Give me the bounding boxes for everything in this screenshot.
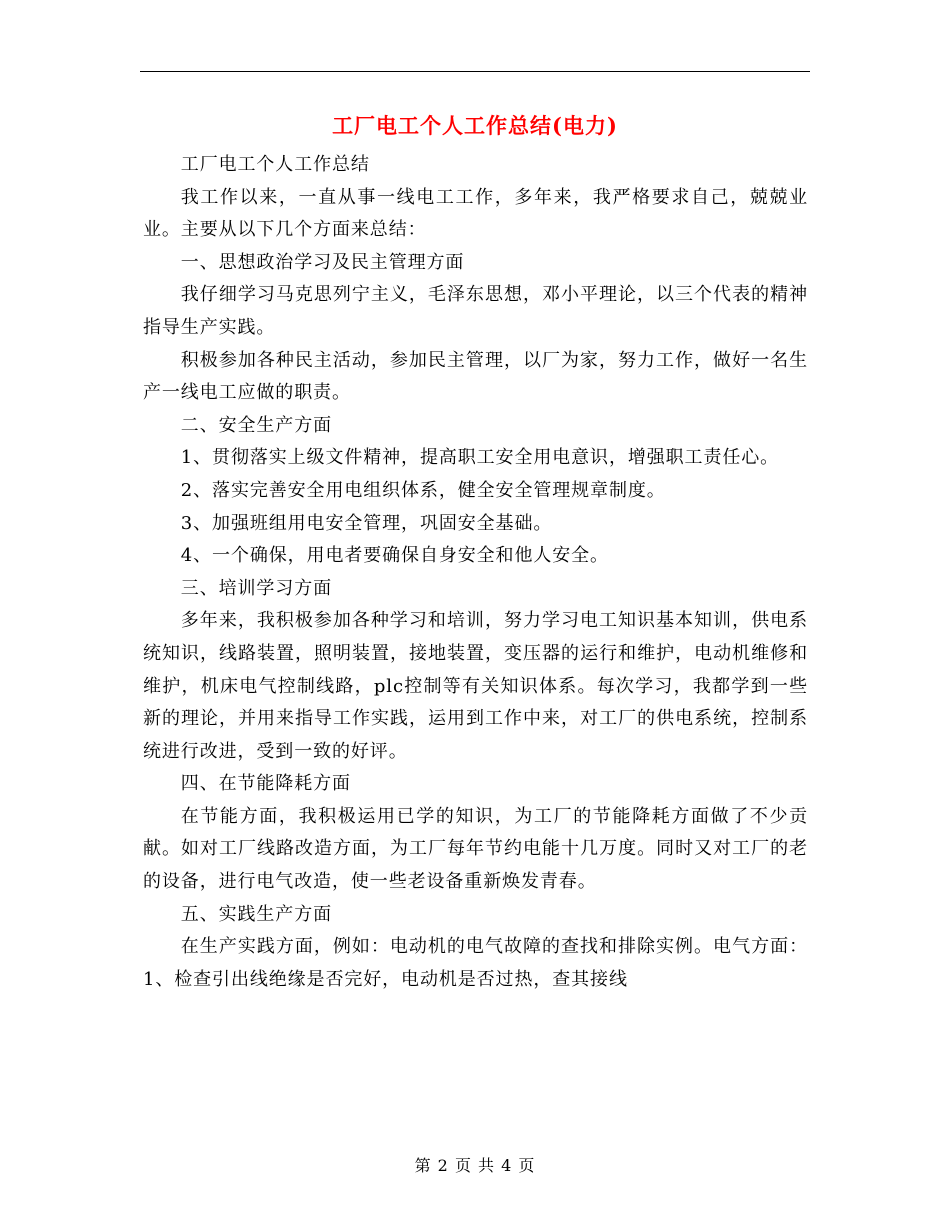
- footer-total-pages: 4: [501, 1156, 513, 1175]
- footer-prefix: 第: [414, 1156, 432, 1175]
- footer-mid: 页 共: [454, 1156, 496, 1175]
- section-heading-3: 三、培训学习方面: [180, 577, 332, 599]
- section-heading-2: 二、安全生产方面: [180, 414, 332, 436]
- paragraph: 在生产实践方面，例如：电动机的电气故障的查找和排除实例。电气方面：1、检查引出线绝缘是否完好，电动机是否过热，查其接线: [143, 936, 808, 990]
- list-item: 4、一个确保，用电者要确保自身安全和他人安全。: [180, 545, 609, 567]
- list-item: 3、加强班组用电安全管理，巩固安全基础。: [180, 512, 553, 534]
- paragraph: 多年来，我积极参加各种学习和培训，努力学习电工知识基本知训，供电系统知识，线路装置，照明装置，接地装置，变压器的运行和维护，电动机维修和维护，机床电气控制线路，plc控制等有关知识体系。每次学习，我都学到一些新的理论，并用来指导工作实践，运用到工作中来，对工厂的供电系统，控制系统进行改进，受到一致的好评。: [143, 610, 808, 762]
- paragraph: 在节能方面，我积极运用已学的知识，为工厂的节能降耗方面做了不少贡献。如对工厂线路改造方面，为工厂每年节约电能十几万度。同时又对工厂的老的设备，进行电气改造，使一些老设备重新焕发青春。: [143, 805, 808, 893]
- footer-suffix: 页: [518, 1156, 536, 1175]
- list-item: 2、落实完善安全用电组织体系，健全安全管理规章制度。: [180, 479, 666, 501]
- header-rule: [140, 71, 810, 72]
- paragraph-subtitle: 工厂电工个人工作总结: [180, 154, 370, 175]
- document-title: 工厂电工个人工作总结(电力): [332, 113, 618, 138]
- paragraph: 我仔细学习马克思列宁主义，毛泽东思想，邓小平理论，以三个代表的精神指导生产实践。: [143, 284, 808, 338]
- section-heading-1: 一、思想政治学习及民主管理方面: [180, 251, 465, 273]
- page-footer: [0, 1153, 950, 1176]
- paragraph: 积极参加各种民主活动，参加民主管理，以厂为家，努力工作，做好一名生产一线电工应做的职责。: [143, 349, 808, 404]
- section-heading-5: 五、实践生产方面: [180, 903, 332, 925]
- list-item: 1、贯彻落实上级文件精神，提高职工安全用电意识，增强职工责任心。: [180, 447, 780, 469]
- section-heading-4: 四、在节能降耗方面: [180, 773, 351, 795]
- document-body: [143, 149, 808, 996]
- footer-current-page: 2: [437, 1156, 449, 1175]
- paragraph-intro: 我工作以来，一直从事一线电工工作，多年来，我严格要求自己，兢兢业业。主要从以下几个方面来总结：: [143, 186, 808, 241]
